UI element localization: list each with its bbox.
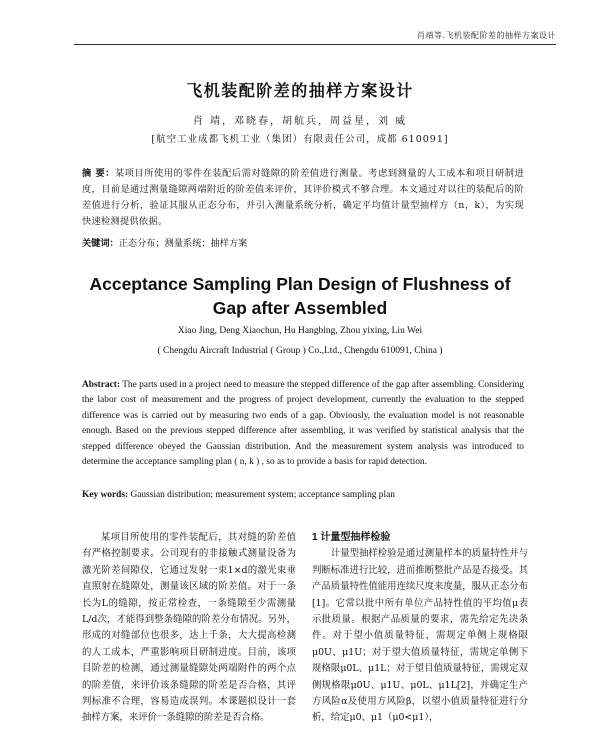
abstract-chinese-label: 摘 要：: [82, 168, 115, 179]
keywords-chinese: [82, 236, 524, 252]
header-rule: [74, 44, 556, 45]
body-paragraph-section-1: 计量型抽样检验是通过测量样本的质量特性并与判断标准进行比较，进而推断整批产品是否接受。其产品质量特性值能用连续尺度来度量，服从正态分布[1]。它常以批中所有单位产品特性值的平均值μ表示批质量。根据产品质量的要求，需先给定先决条件。对于望小值质量特征，需规定单侧上规格限μ0U、μ1U；对于望大值质量特征，需规定单侧下规格限μ0L、μ1L；对于望目值质量特征，需规定双侧规格限μ0U、μ1U、μ0L、μ1L[2]，并确定生产方风险α及使用方风险β，以望小值质量特征进行分析，给定μ0、μ1（μ0<μ1），: [312, 548, 528, 724]
body-column-left: [82, 530, 296, 727]
body-paragraph-intro: 某项目所使用的零件装配后，其对缝的阶差值有严格控制要求。公司现有的非接触式测量设备为激光阶差间隙仪，它通过发射一束1×d的激光束垂直照射在缝隙处，测量该区域的阶差值。对于一条长为L的缝隙，按正常检查，一条缝隙至少需测量L/d次，才能得到整条缝隙的阶差分布情况。另外，形成的对缝部位也很多，达上千条，大大提高检测的人工成本，严重影响项目研制进度。目前，该项目阶差的检测，通过测量缝隙处两端附件的两个点的阶差值，来评价该条缝隙的阶差是否合格，其评判标准不合理，容易造成误判。本课题拟设计一套抽样方案，来评价一条缝隙的阶差是否合格。: [82, 532, 296, 724]
authors-english: Xiao Jing, Deng Xiaochun, Hu Hangbing, Zhou yixing, Liu Wei: [177, 326, 423, 336]
affiliation-english: ( Chengdu Aircraft Industrial ( Group ) Co.,Ltd., Chengdu 610091, China ): [157, 346, 443, 356]
body-column-right: [312, 530, 528, 727]
abstract-english-text: The parts used in a project need to measure the stepped difference of the gap after assembling. Considering the labor cost of measurement and the progress of project development, currently the evaluation to the stepped difference was is carried out by measuring two ends of a gap. Obviously, the evaluation model is not reasonable enough. Based on the previous stepped difference after assembling, it was verified by statistical analysis that the stepped difference obeyed the Gaussian distribution. And the measurement system analysis was introduced to determine the acceptance sampling plan ( n, k ) , so as to provide a basis for rapid detection.: [82, 380, 524, 468]
title-english: [0, 272, 600, 320]
keywords-english: [82, 488, 524, 503]
keywords-chinese-label: 关键词：: [82, 238, 119, 249]
title-chinese: 飞机装配阶差的抽样方案设计: [186, 81, 414, 100]
keywords-chinese-text: 正态分布；测量系统；抽样方案: [118, 238, 248, 249]
keywords-english-text: Gaussian distribution; measurement system; acceptance sampling plan: [130, 490, 395, 500]
abstract-chinese: [82, 166, 524, 230]
abstract-english: [82, 378, 524, 470]
authors-chinese: 肖 靖，邓晓春，胡航兵，周益星，刘 威: [192, 116, 408, 127]
abstract-chinese-text: 某项目所使用的零件在装配后需对缝隙的阶差值进行测量。考虑到测量的人工成本和项目研制进度，目前是通过测量缝隙两端附近的阶差值来评价，其评价模式不够合理。本文通过对以往的装配后的阶差值进行分析，验证其服从正态分布，并引入测量系统分析，确定平均值计量型抽样方（n，k），为实现快速检测提供依据。: [82, 168, 524, 227]
section-heading: 1 计量型抽样检验: [312, 532, 391, 543]
abstract-english-label: Abstract:: [82, 380, 121, 390]
keywords-english-label: Key words:: [82, 490, 129, 500]
title-english-line-1: Acceptance Sampling Plan Design of Flushness of: [89, 274, 511, 294]
title-english-line-2: Gap after Assembled: [212, 298, 388, 318]
affiliation-chinese: [航空工业成都飞机工业（集团）有限责任公司，成都 610091]: [151, 134, 449, 145]
running-head: 肖靖等.飞机装配阶差的抽样方案设计: [416, 31, 556, 40]
